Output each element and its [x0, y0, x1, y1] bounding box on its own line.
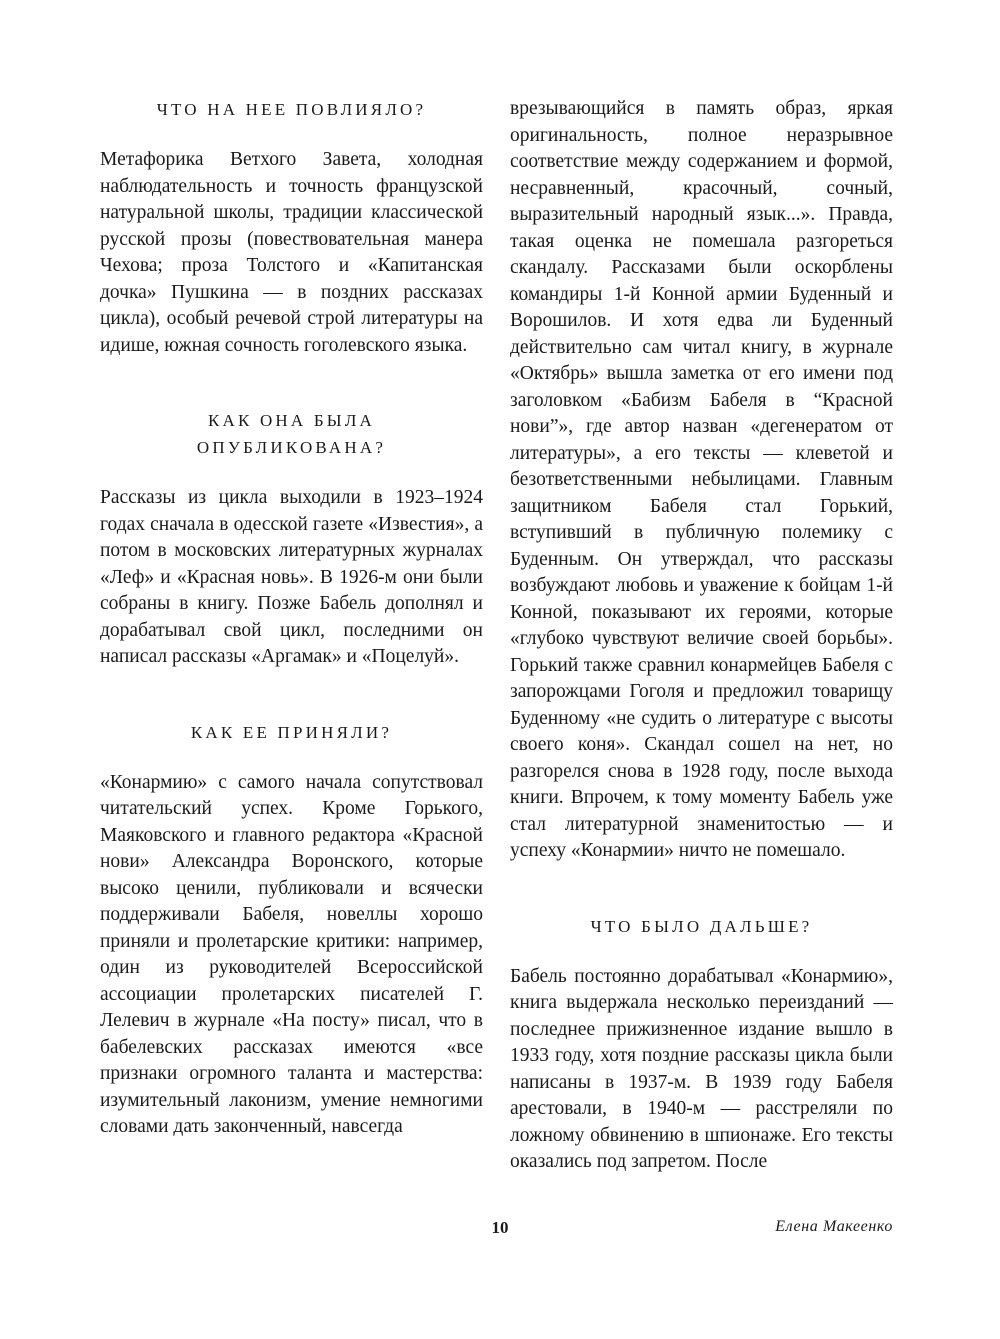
- heading-line: ОПУБЛИКОВАНА?: [196, 438, 387, 457]
- paragraph-aftermath: Бабель постоянно дорабатывал «Конармию», книга выдержала несколько переизданий — последнее прижизненное издание вышло в 1933 году, хотя поздние рассказы цикла были написаны в 1937-м. В 1939 году Бабеля арестовали, в 1940-м — расстреляли по ложному обвинению в шпионаже. Его тексты оказались под запретом. После: [510, 965, 893, 1172]
- running-footer-author: Елена Макеенко: [775, 1218, 893, 1235]
- page-number: 10: [491, 1218, 509, 1237]
- right-column: [510, 96, 893, 1176]
- paragraph-publication: Рассказы из цикла выходили в 1923–1924 годах сначала в одесской газете «Известия», а потом в московских литературных журналах «Леф» и «Красная новь». В 1926-м они были собраны в книгу. Позже Бабель дополнял и дорабатывал свой цикл, последними он написал рассказы «Аргамак» и «Поцелуй».: [100, 487, 483, 667]
- paragraph-reception: «Конармию» с самого начала сопутствовал читательский успех. Кроме Горького, Маяковского и главного редактора «Красной нови» Александра Воронского, которые высоко ценили, публиковали и всячески поддерживали Бабеля, новеллы хорошо приняли и пролетарские критики: например, один из руководителей Всероссийской ассоциации пролетарских писателей Г. Лелевич в журнале «На посту» писал, что в бабелевских рассказах имеются «все признаки огромного таланта и мастерства: изумительный лаконизм, умение немногими словами дать законченный, навсегда: [100, 771, 483, 1137]
- section-heading-aftermath: ЧТО БЫЛО ДАЛЬШЕ?: [590, 916, 813, 936]
- left-column: [100, 96, 483, 1141]
- section-heading-influences: ЧТО НА НЕЕ ПОВЛИЯЛО?: [156, 100, 427, 119]
- paragraph-influences: Метафорика Ветхого Завета, холодная наблюдательность и точность французской натуральной школы, традиции классической русской прозы (повествовательная манера Чехова; проза Толстого и «Капитанская дочка» Пушкина — в поздних рассказах цикла), особый речевой строй литературы на идише, южная сочность гоголевского языка.: [100, 149, 483, 356]
- paragraph-reception-continued: врезывающийся в память образ, яркая оригинальность, полное неразрывное соответствие между содержанием и формой, несравненный, красочный, сочный, выразительный народный язык...». Правда, такая оценка не помешала разгореться скандалу. Рассказами были оскорблены командиры 1-й Конной армии Буденный и Ворошилов. И хотя едва ли Буденный действительно сам читал книгу, в журнале «Октябрь» вышла заметка от его имени под заголовком «Бабизм Бабеля в “Красной нови”», где автор назван «дегенератом от литературы», а его тексты — клеветой и безответственными небылицами. Главным защитником Бабеля стал Горький, вступивший в публичную полемику с Буденным. Он утверждал, что рассказы возбуждают любовь и уважение к бойцам 1-й Конной, показывают их героями, которые «глубоко чувствуют величие своей борьбы». Горький также сравнил конармейцев Бабеля с запорожцами Гоголя и предложил товарищу Буденному «не судить о литературе с высоты своего коня». Скандал сошел на нет, но разгорелся снова в 1928 году, после выхода книги. Впрочем, к тому моменту Бабель уже стал литературной знаменитостью — и успеху «Конармии» ничто не помешало.: [510, 98, 893, 861]
- section-heading-reception: КАК ЕЕ ПРИНЯЛИ?: [190, 722, 393, 742]
- heading-line: КАК ОНА БЫЛА: [207, 411, 376, 430]
- section-heading-publication: [100, 407, 483, 461]
